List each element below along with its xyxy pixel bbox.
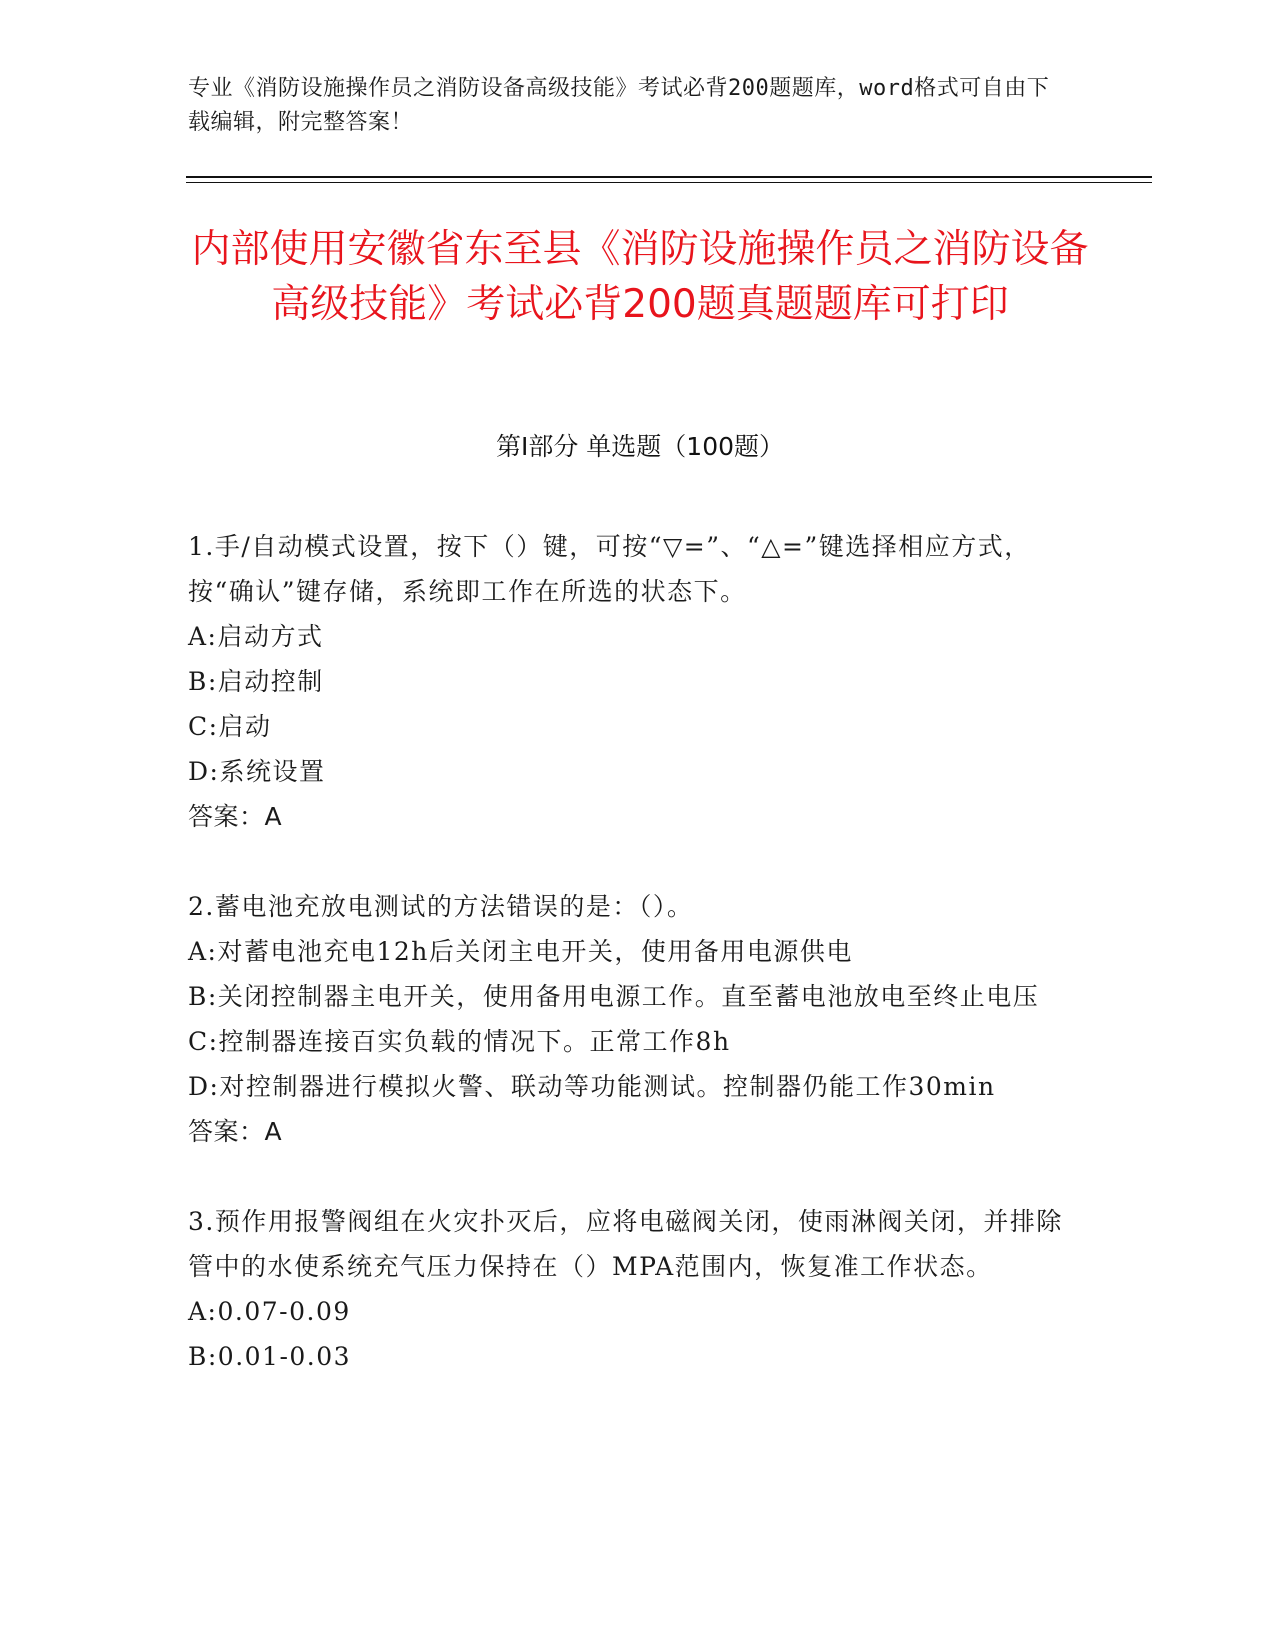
option-b: B:关闭控制器主电开关，使用备用电源工作。直至蓄电池放电至终止电压 xyxy=(188,982,1040,1011)
question-stem: 1.手/自动模式设置，按下（）键，可按“▽=”、“△=”键选择相应方式，按“确认”键存储，系统即工作在所选的状态下。 xyxy=(188,532,1031,606)
header-note: 专业《消防设施操作员之消防设备高级技能》考试必背200题题库，word格式可自由下载编辑，附完整答案！ xyxy=(188,76,1050,135)
header-divider-thick xyxy=(186,176,1152,178)
header-divider-thin xyxy=(186,182,1152,183)
section-title: 第Ⅰ部分 单选题（100题） xyxy=(495,432,785,461)
option-c: C:控制器连接百实负载的情况下。正常工作8h xyxy=(188,1027,731,1056)
question-2 xyxy=(188,884,1088,1154)
answer-line: 答案：A xyxy=(188,1117,283,1146)
document-title: 内部使用安徽省东至县《消防设施操作员之消防设备高级技能》考试必背200题真题题库可打印 xyxy=(191,227,1089,327)
question-3 xyxy=(188,1199,1088,1379)
option-b: B:启动控制 xyxy=(188,667,324,696)
answer-line: 答案：A xyxy=(188,802,283,831)
question-1 xyxy=(188,524,1088,839)
option-a: A:对蓄电池充电12h后关闭主电开关，使用备用电源供电 xyxy=(188,937,853,966)
option-c: C:启动 xyxy=(188,712,272,741)
option-d: D:对控制器进行模拟火警、联动等功能测试。控制器仍能工作30min xyxy=(188,1072,996,1101)
question-stem: 3.预作用报警阀组在火灾扑灭后，应将电磁阀关闭，使雨淋阀关闭，并排除管中的水使系统充气压力保持在（）MPA范围内，恢复准工作状态。 xyxy=(188,1207,1063,1281)
question-list xyxy=(188,524,1088,1424)
option-a: A:0.07-0.09 xyxy=(188,1297,351,1326)
option-d: D:系统设置 xyxy=(188,757,326,786)
option-b: B:0.01-0.03 xyxy=(188,1342,352,1371)
option-a: A:启动方式 xyxy=(188,622,324,651)
question-stem: 2.蓄电池充放电测试的方法错误的是：（）。 xyxy=(188,892,694,921)
